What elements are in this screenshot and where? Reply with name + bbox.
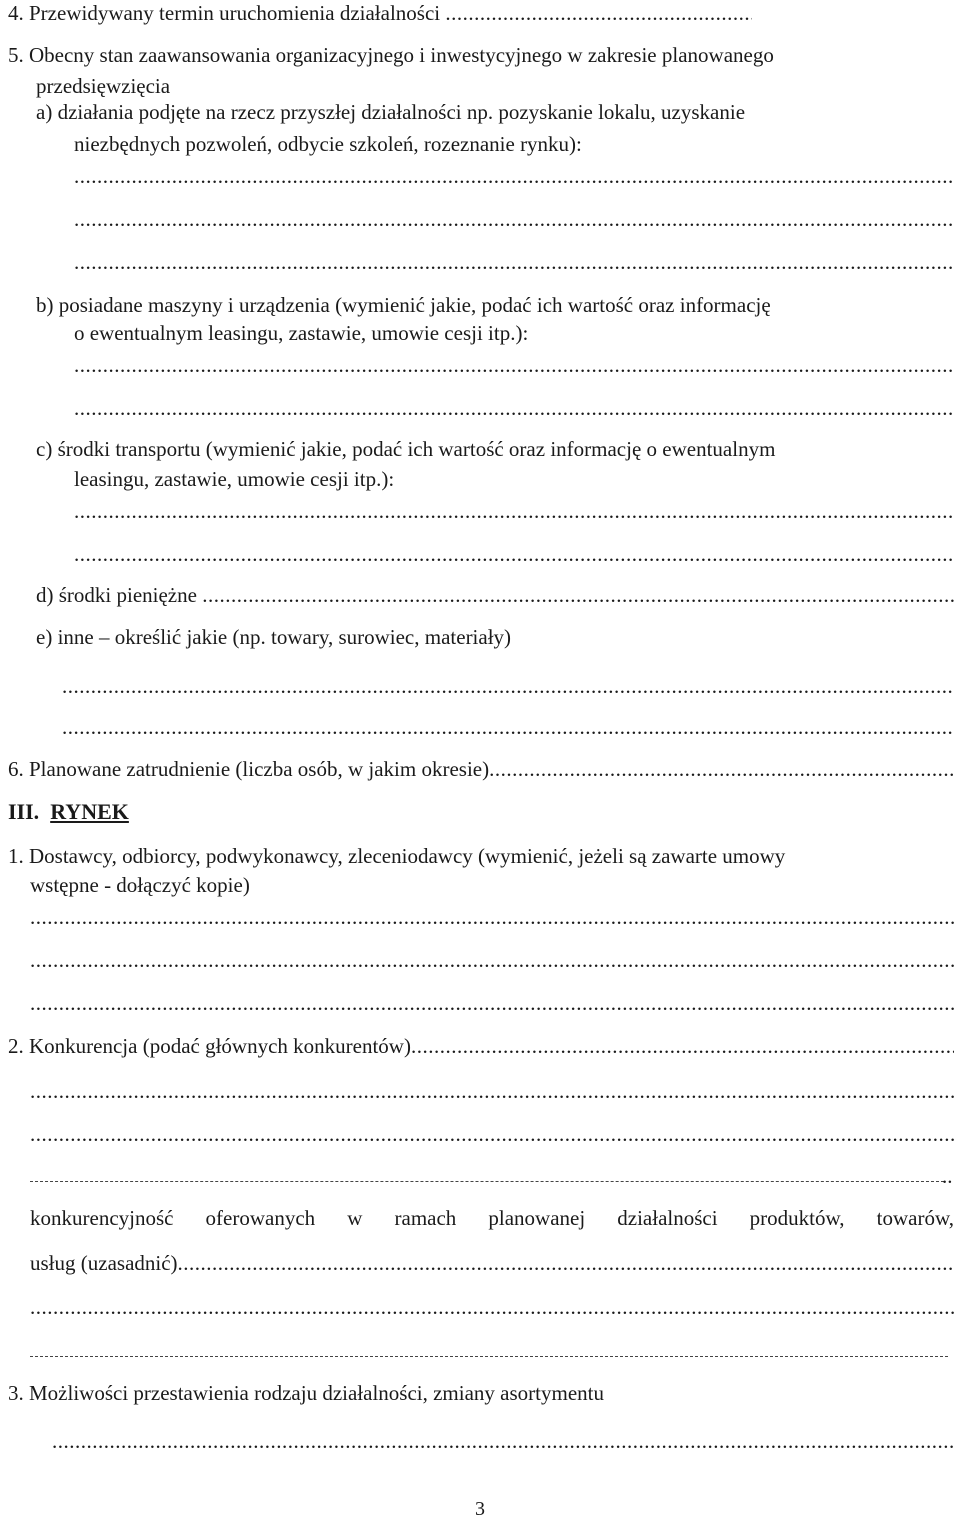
competitiveness-text: konkurencyjność oferowanych w ramach planowanej działalności produktów, towarów, (30, 1206, 954, 1230)
competitiveness-label: usług (uzasadnić) (30, 1251, 178, 1275)
market-2-fill-line-2[interactable] (30, 1078, 954, 1104)
item-5a-fill-line-3[interactable] (74, 249, 954, 275)
competitiveness-fill-line-2[interactable] (30, 1294, 954, 1320)
item-6-employment (8, 756, 954, 782)
item-6-label: 6. Planowane zatrudnienie (liczba osób, w jakim okresie) (8, 757, 490, 781)
section-iii-title: RYNEK (50, 799, 129, 824)
item-5a-fill-line-1[interactable] (74, 163, 954, 189)
item-5c-text: c) środki transportu (wymienić jakie, podać ich wartość oraz informację o ewentualnym (36, 437, 776, 461)
market-1-text: 1. Dostawcy, odbiorcy, podwykonawcy, zleceniodawcy (wymienić, jeżeli są zawarte umowy (8, 844, 786, 868)
item-5c-fill-line-2[interactable] (74, 541, 954, 567)
item-5a-text-cont: niezbędnych pozwoleń, odbycie szkoleń, rozeznanie rynku): (74, 132, 582, 156)
item-5a-fill-line-2[interactable] (74, 206, 954, 232)
market-3-text: 3. Możliwości przestawienia rodzaju działalności, zmiany asortymentu (8, 1381, 604, 1405)
item-6-fill-line[interactable] (489, 756, 954, 782)
market-2-competition (8, 1033, 954, 1059)
market-3-fill-line[interactable] (52, 1428, 954, 1454)
market-1-fill-line-1[interactable] (30, 904, 954, 930)
item-5-heading: 5. Obecny stan zaawansowania organizacyjnego i inwestycyjnego w zakresie planowanego (8, 43, 774, 67)
market-1-fill-line-3[interactable] (30, 990, 954, 1016)
market-2-label: 2. Konkurencja (podać głównych konkurentów) (8, 1034, 411, 1058)
market-2-fill-rule[interactable] (30, 1181, 944, 1182)
item-5b-fill-line-1[interactable] (74, 352, 954, 378)
item-5b-fill-line-2[interactable] (74, 395, 954, 421)
market-2-fill-line-3[interactable] (30, 1121, 954, 1147)
item-5b-text-cont: o ewentualnym leasingu, zastawie, umowie cesji itp.): (74, 321, 529, 345)
market-1-text-cont: wstępne - dołączyć kopie) (30, 873, 250, 897)
competitiveness-fill-rule[interactable] (30, 1356, 948, 1357)
item-5-heading-cont: przedsięwzięcia (36, 74, 171, 98)
page-number: 3 (475, 1498, 485, 1520)
item-4-fill-line[interactable] (445, 0, 752, 26)
item-5d-fill-line[interactable] (202, 582, 954, 608)
market-2-rule-end: .. (942, 1164, 953, 1188)
market-2-fill-line[interactable] (411, 1033, 954, 1059)
competitiveness-justify (30, 1250, 954, 1276)
item-5e-fill-line-2[interactable] (62, 714, 952, 740)
item-5c-text-cont: leasingu, zastawie, umowie cesji itp.): (74, 467, 395, 491)
competitiveness-fill-line[interactable] (178, 1250, 954, 1276)
item-5d-cash (36, 582, 954, 608)
item-5e-text: e) inne – określić jakie (np. towary, surowiec, materiały) (36, 625, 512, 649)
item-5d-label: d) środki pieniężne (36, 583, 197, 607)
item-4-start-date (8, 0, 752, 26)
item-5c-fill-line-1[interactable] (74, 498, 954, 524)
section-iii-heading (8, 799, 129, 825)
item-5b-text: b) posiadane maszyny i urządzenia (wymienić jakie, podać ich wartość oraz informację (36, 293, 771, 317)
item-5e-fill-line-1[interactable] (62, 673, 952, 699)
item-4-label: 4. Przewidywany termin uruchomienia działalności (8, 1, 441, 25)
section-iii-number: III. (8, 799, 40, 824)
market-1-fill-line-2[interactable] (30, 947, 954, 973)
item-5a-text: a) działania podjęte na rzecz przyszłej działalności np. pozyskanie lokalu, uzyskanie (36, 100, 746, 124)
